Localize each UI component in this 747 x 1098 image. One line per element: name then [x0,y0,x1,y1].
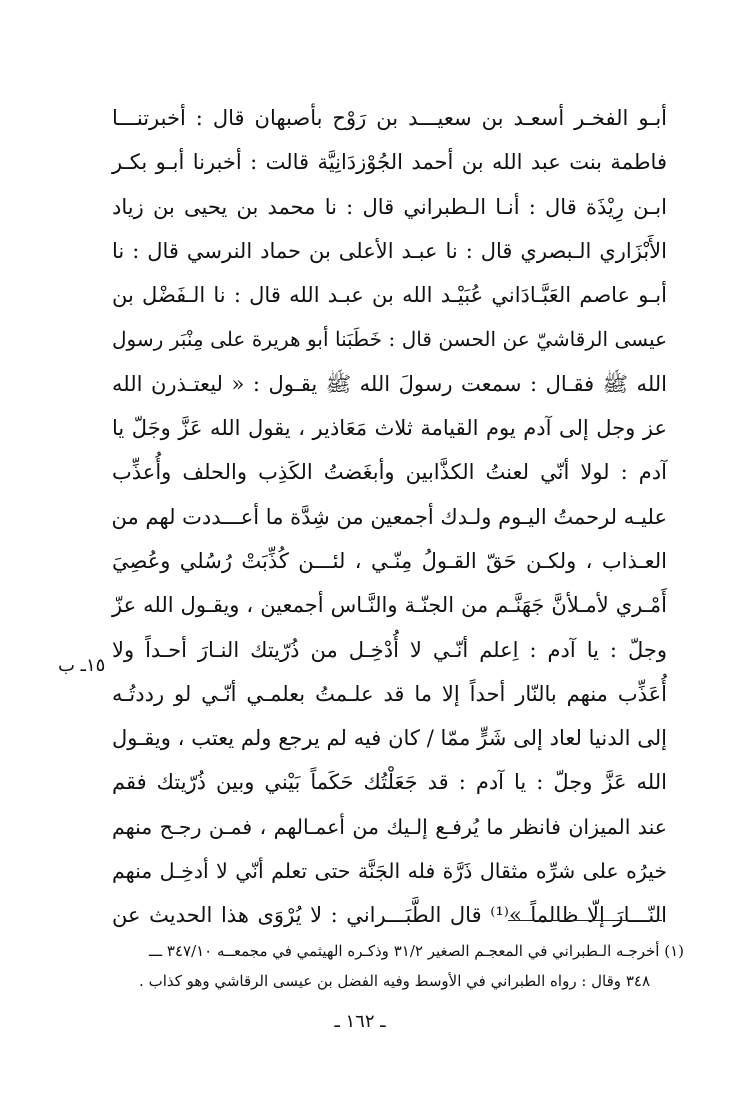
main-text-block [112,96,667,938]
text-line: ابـن رِيْذَة قال : أنـا الـطبراني قال : نا محمد بن يحيى بن زياد [112,194,667,219]
footnotes-block [84,936,684,996]
text-line: النّـــارَ إلّا ظالماً »⁽¹⁾ قال الطَّبَـــراني : لا يُرْوَى هذا الحديث عن [112,903,667,928]
text-line: إلى الدنيا لعاد إلى شَرٍّ ممّا / كان فيه لم يرجع ولم يعتب ، ويقـول [112,726,667,751]
text-line: أبـو الفخـر أسعـد بن سعيـــد بن رَوْح بأصبهان قال : أخبرتنـــا [112,106,667,130]
text-line: العـذاب ، ولكـن حَقّ القـولُ مِنّـي ، لئـــن كُذِّبَتْ رُسُلي وعُصِيَ [112,548,667,573]
text-line: أبـو عاصم العَبَّـادَاني عُبَيْـد الله بن عبـد الله قال : نا الـفَضْل بن [112,283,667,308]
text-line: فاطمة بنت عبد الله بن أحمد الجُوْزدَانِيَّة قالت : أخبرنا أبـو بكـر [112,150,667,175]
footnote-divider [508,920,662,921]
page-number: ـ ١٦٢ ـ [334,1011,386,1032]
text-line: خيرُه على شرِّه مثقال ذَرَّة فله الجَنَّة حتى تعلم أنّي لا أدخِـل منهم [112,859,667,884]
text-line: عليـه لرحمتُ اليـوم ولـدك أجمعين من شِدَّة ما أعـــددت لهم من [111,504,667,529]
text-line: الله ﷺ فقـال : سمعت رسولَ الله ﷺ يقـول : « ليعتـذرن الله [112,371,667,396]
manuscript-folio-marker: ١٥ـ ب [58,655,106,676]
text-line: عيسى الرقاشيّ عن الحسن قال : خَطَبَنا أبو هريرة على مِنْبَر رسول [112,327,667,352]
footnote-line: ٣٤٨ وقال : رواه الطبراني في الأوسط وفيه الفضل بن عيسى الرقاشي وهو كذاب . [139,972,650,990]
text-line: وجلّ : يا آدم : اِعلم أنّـي لا أُدْخِـل من ذُرّيتك النـارَ أحـداً ولا [112,637,667,662]
footnote-line: (١) أخرجـه الـطبراني في المعجـم الصغير ٣١/٢ وذكـره الهيثمي في مجمعــه ٣٤٧/١٠ ـــ [148,942,684,960]
text-line: الله عَزَّ وجلّ : يا آدم : قد جَعَلْتُك حَكَماً بَيْني وبين ذُرّيتك فقم [112,770,667,795]
text-line: أَمْـري لأمـلأنَّ جَهَنَّـم من الجنّـة والنَّـاس أجمعين ، ويقـول الله عزّ [112,593,667,618]
text-line: الأَبْزَاري الـبصري قال : نا عبـد الأعلى بن حماد النرسي قال : نا [112,238,667,263]
text-line: عند الميزان فانظر ما يُرفـع إلـيك من أعمـالهم ، فمـن رجـح منهم [112,814,667,839]
text-line: آدم : لولا أنّي لعنتُ الكذَّابين وأبغَضتُ الكَذِب والحلف وأُعذِّب [112,460,667,485]
text-line: أُعَذِّب منهم بالنّار أحداً إلا ما قد علـمتُ بعلمـي أنّـي لو رددتُـه [112,681,667,706]
text-line: عز وجل إلى آدم يوم القيامة ثلاث مَعَاذير ، يقول الله عَزَّ وجَلّ يا [112,416,667,441]
